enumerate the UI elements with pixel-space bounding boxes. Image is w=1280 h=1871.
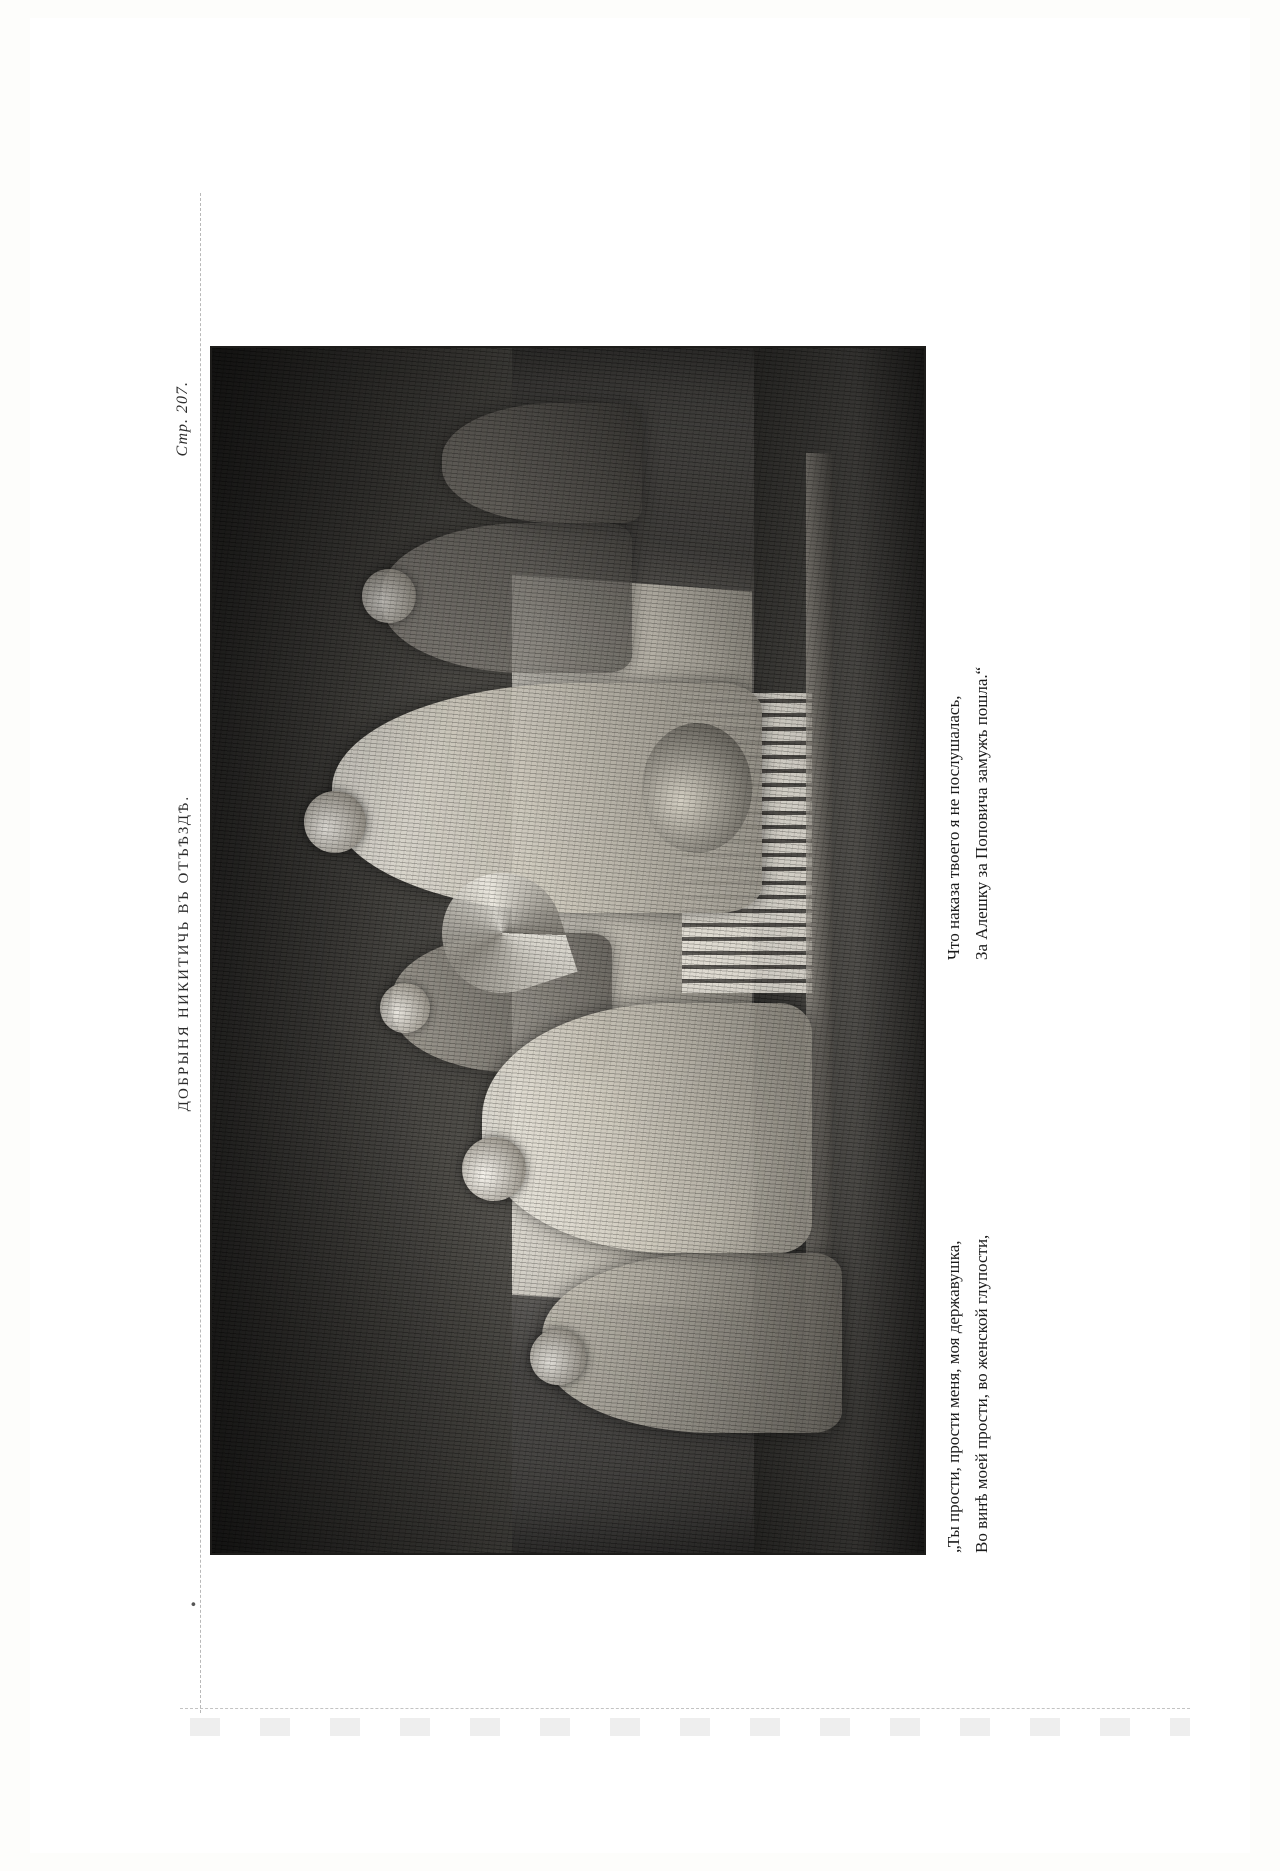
- verse-line: За Алешку за Поповича замужъ пошла.“: [972, 666, 992, 960]
- figure-head: [362, 569, 416, 623]
- drum: [642, 723, 752, 853]
- verse-line: Что наказа твоего я не послушалась,: [944, 695, 963, 960]
- illustration-engraving: [210, 346, 926, 1555]
- margin-mark: •: [186, 1601, 203, 1607]
- verse-line: Во винѣ моей прости, во женской глупости,: [972, 1234, 992, 1553]
- page-reference: Стр. 207.: [174, 381, 191, 457]
- scan-area: [30, 18, 1250, 1853]
- rotated-plate: [170, 203, 1170, 1703]
- figure-head: [304, 791, 366, 853]
- frame-bottom-rule: [180, 1708, 1190, 1709]
- figure-head: [380, 983, 430, 1033]
- seated-figure: [542, 1253, 842, 1433]
- plate-inner: [170, 203, 1170, 1703]
- verse-column-left: [940, 978, 996, 1553]
- background-figure: [442, 403, 642, 523]
- plate-title: ДОБРЫНЯ НИКИТИЧЬ ВЪ ОТЪѢЗДѢ.: [176, 794, 192, 1112]
- print-smudge: [190, 1718, 1190, 1736]
- figure-head: [462, 1137, 526, 1201]
- verse-column-right: [940, 385, 996, 978]
- background-figure: [382, 523, 632, 673]
- verse-line: „Ты прости, прости меня, моя державушка,: [944, 1240, 963, 1553]
- kneeling-woman-figure: [482, 1003, 812, 1253]
- verse-caption: [940, 353, 996, 1553]
- figure-head: [530, 1329, 586, 1385]
